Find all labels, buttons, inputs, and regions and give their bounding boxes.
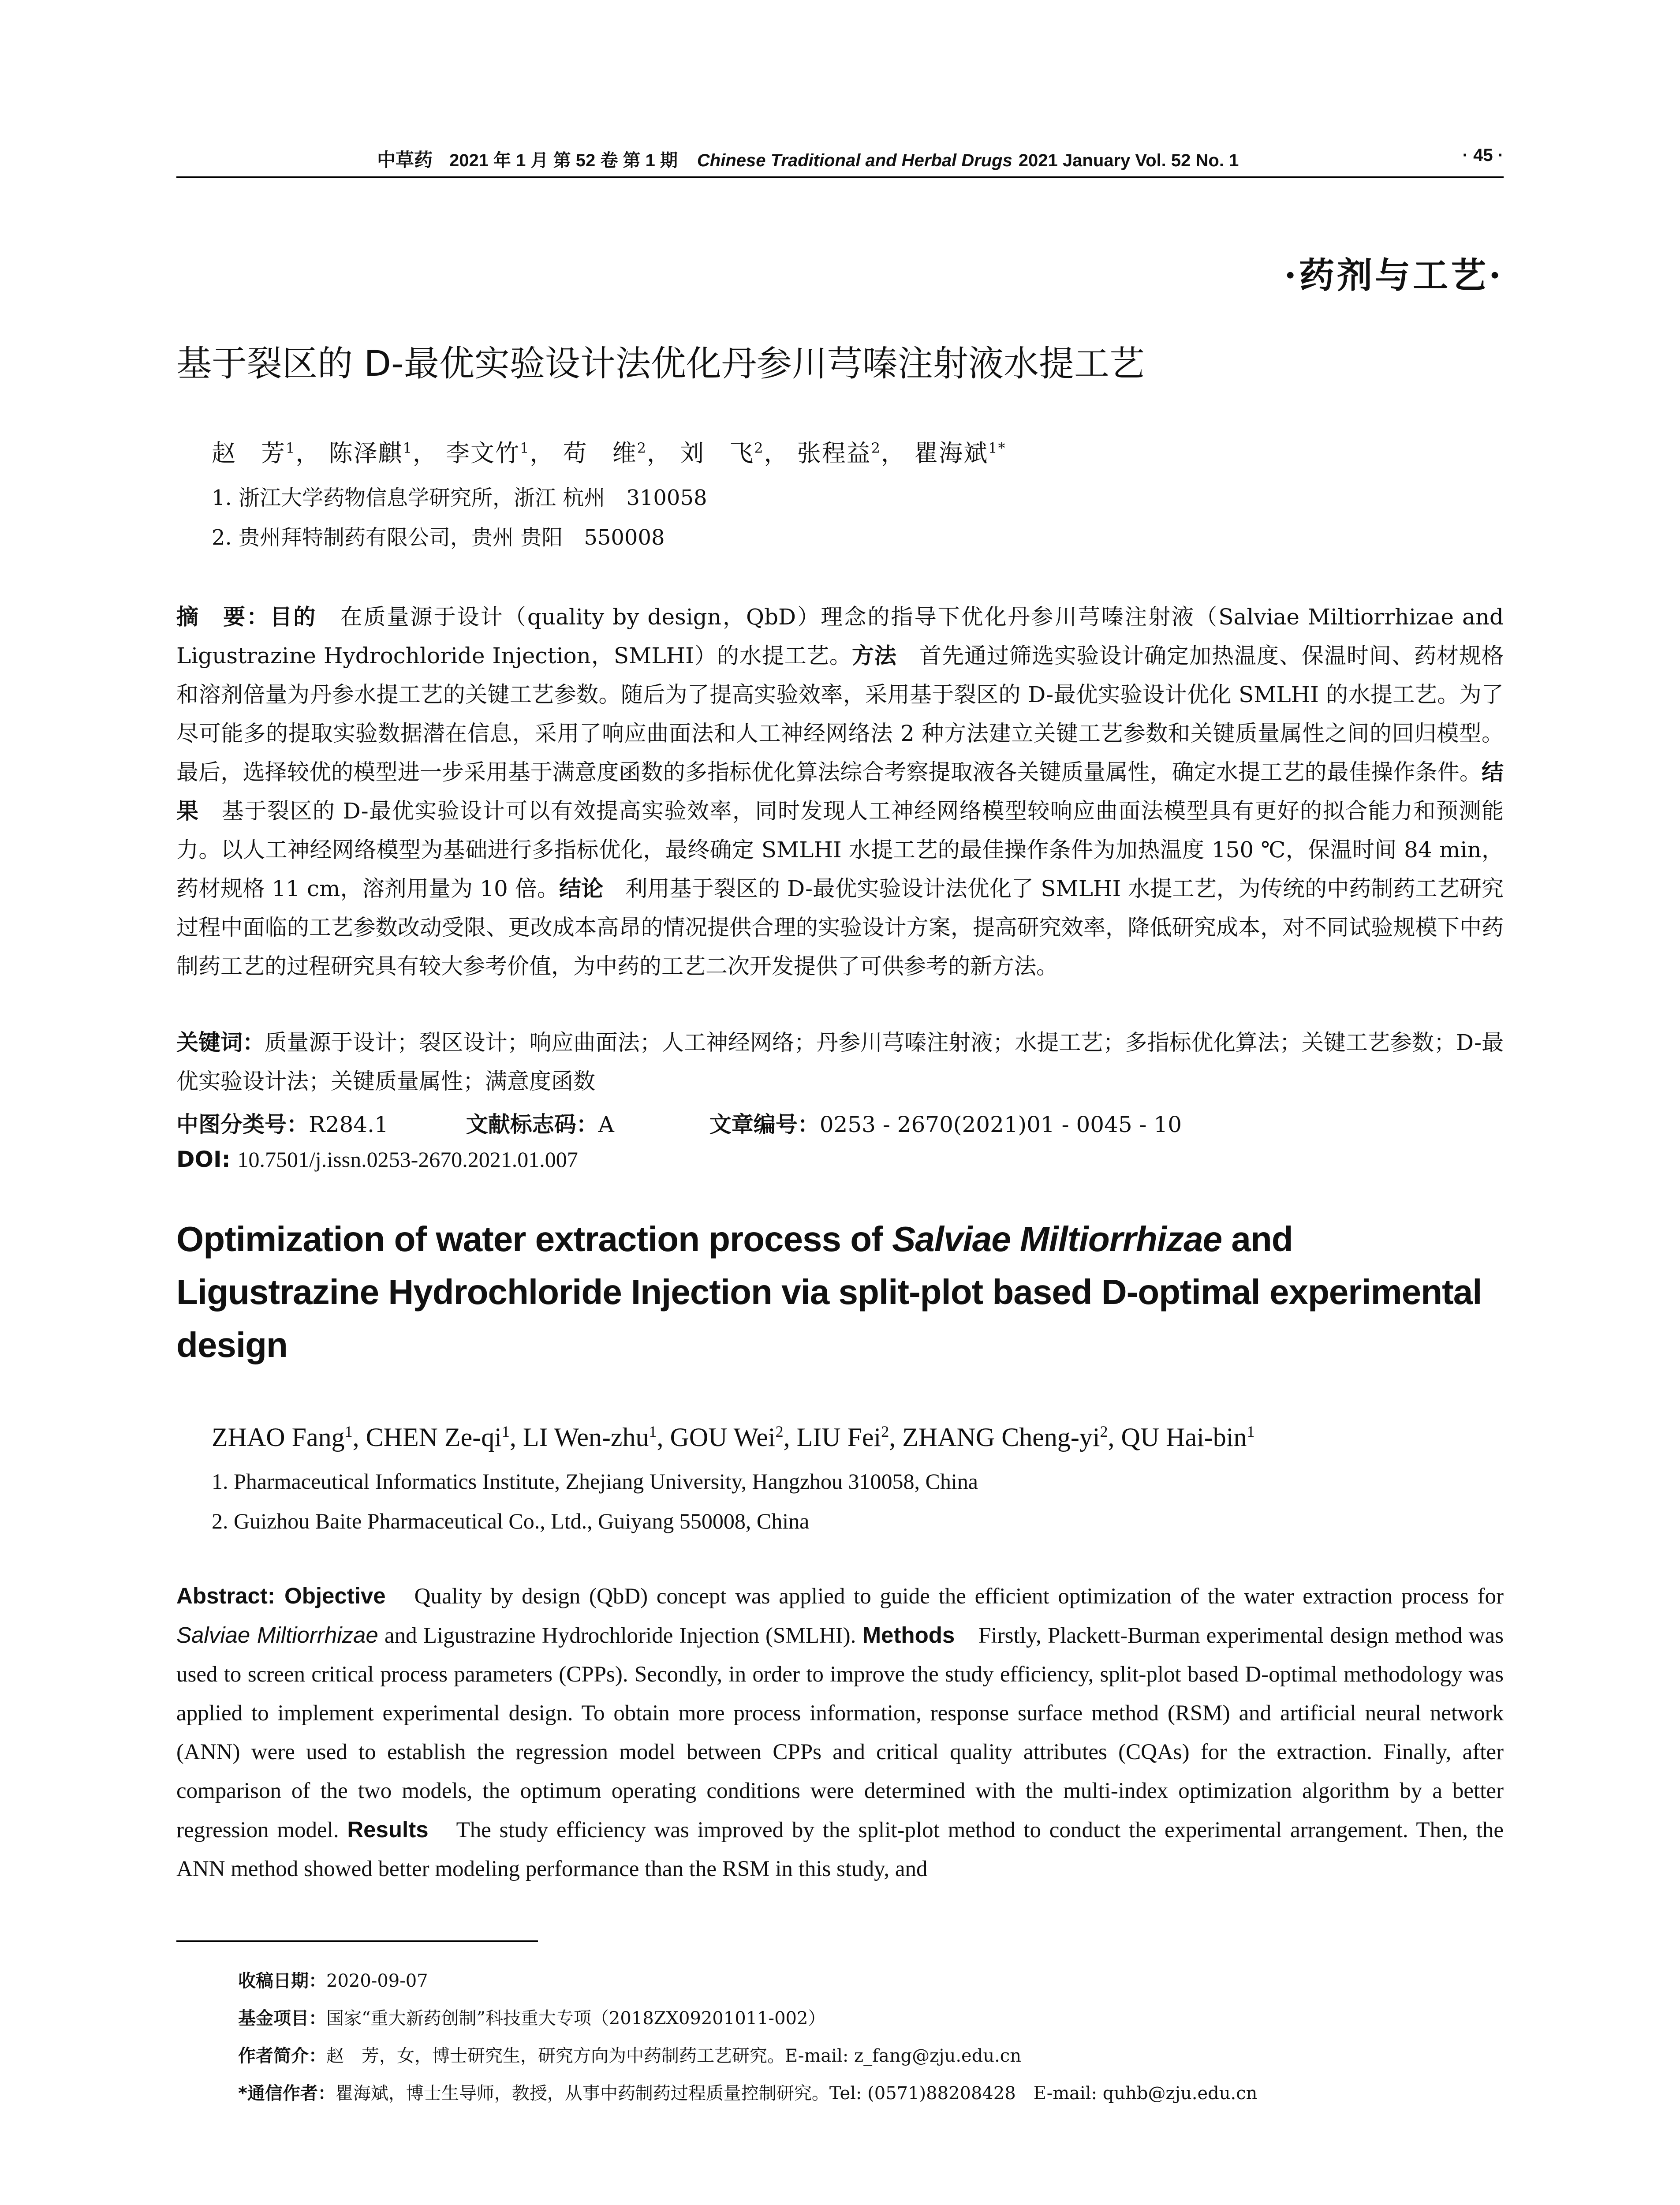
running-header	[176, 146, 1504, 172]
author-affil-mark: 1	[1247, 1423, 1255, 1440]
issue-date-en: 2021 January Vol. 52 No. 1	[1018, 151, 1239, 170]
footnote-label: 基金项目：	[238, 2008, 326, 2029]
author-affil-mark: 1*	[988, 440, 1006, 456]
author-en: LI Wen-zhu	[523, 1423, 649, 1452]
title-en-part: and Ligustrazine Hydrochloride Injection via split-plot based D-optimal experimental design	[176, 1219, 1482, 1364]
article-no-label: 文章编号：	[709, 1112, 820, 1137]
results-text-en: The study efficiency was improved by the split-plot method to conduct the experimental arrangement. Then, the ANN method showed better modeling performance than the RSM in this study, and	[176, 1818, 1504, 1881]
abstract-en	[176, 1577, 1504, 1888]
footnote-received	[238, 1967, 428, 1992]
objective-text-cn: 在质量源于设计（quality by design，QbD）理念的指导下优化丹参川芎嗪注射液（Salviae Miltiorrhizae and Ligustrazine Hydrochloride Injection，SMLHI）的水提工艺。	[176, 604, 1504, 669]
author-affil-mark: 1	[286, 440, 296, 456]
author-cn: 李文竹	[446, 439, 520, 467]
objective-text-en: Quality by design (QbD) concept was applied to guide the efficient optimization of the water extraction process for	[385, 1584, 1504, 1609]
doi-label: DOI:	[176, 1147, 231, 1172]
author-cn: 赵 芳	[212, 439, 286, 467]
title-en-italic: Salviae Miltiorrhizae	[892, 1219, 1222, 1259]
author-affil-mark: 2	[637, 440, 647, 456]
footnote-text: 瞿海斌，博士生导师，教授，从事中药制药过程质量控制研究。Tel: (0571)88208428 E-mail: quhb@zju.edu.cn	[335, 2083, 1258, 2104]
clc-label: 中图分类号：	[176, 1112, 309, 1137]
author-affil-mark: 1	[403, 440, 413, 456]
issue-date-cn: 2021 年 1 月 第 52 卷 第 1 期	[449, 151, 678, 170]
footnote-text: 2020-09-07	[326, 1971, 428, 1991]
methods-text-en: Firstly, Plackett-Burman experimental design method was used to screen critical process parameters (CPPs). Secondly, in order to improve the study efficiency, split-plot based D-optimal methodology was applied to implement experimental design. To obtain more process information, response surface method (RSM) and artificial neural network (ANN) were used to establish the regression model between CPPs and critical quality attributes (CQAs) for the extraction. Finally, after comparison of the two models, the optimum operating conditions were determined with the multi-index optimization algorithm by a better regression model.	[176, 1623, 1504, 1842]
footnote-rule	[176, 1940, 538, 1942]
author-affil-mark: 1	[649, 1423, 657, 1440]
clc-value: R284.1	[309, 1112, 388, 1137]
author-en: ZHAO Fang	[212, 1423, 345, 1452]
author-cn: 陈泽麒	[329, 439, 403, 467]
objective-tail-en: and Ligustrazine Hydrochloride Injection (SMLHI).	[378, 1623, 862, 1648]
abstract-en-label: Abstract:	[176, 1583, 285, 1608]
footnote-label: 作者简介：	[238, 2046, 326, 2066]
author-cn: 苟 维	[563, 439, 637, 467]
journal-name-cn: 中草药	[377, 149, 433, 171]
doi-value: 10.7501/j.issn.0253-2670.2021.01.007	[237, 1147, 578, 1172]
section-tag: ·药剂与工艺·	[1284, 254, 1504, 296]
footnote-label: *通信作者：	[238, 2083, 336, 2104]
footnote-label: 收稿日期：	[238, 1971, 326, 1991]
objective-label-en: Objective	[284, 1583, 386, 1608]
authors-en: ZHAO Fang$^1$, CHEN $Ze-qi^1$, LI Wen-zhu$^1$, GOU Wei$^2$, LIU Fei$^2$, ZHANG Cheng-$yi^2$, QU Hai-bin$^1$	[212, 1423, 1255, 1452]
conclusion-label-cn: 结论	[559, 876, 604, 901]
title-en-part: Optimization of water extraction process of	[176, 1219, 892, 1259]
methods-label-cn: 方法	[851, 643, 897, 669]
page-number: · 45 ·	[1462, 146, 1504, 165]
methods-text-cn: 首先通过筛选实验设计确定加热温度、保温时间、药材规格和溶剂倍量为丹参水提工艺的关键工艺参数。随后为了提高实验效率，采用基于裂区的 D-最优实验设计优化 SMLHI 的水提工艺。为了尽可能多的提取实验数据潜在信息，采用了响应曲面法和人工神经网络法 2 种方法建立关键工艺参数和关键质量属性之间的回归模型。最后，选择较优的模型进一步采用基于满意度函数的多指标优化算法综合考察提取液各关键质量属性，确定水提工艺的最佳操作条件。	[176, 643, 1504, 785]
objective-italic-en: Salviae Miltiorrhizae	[176, 1622, 378, 1648]
author-affil-mark: 2	[775, 1423, 784, 1440]
keywords-label: 关键词：	[176, 1030, 265, 1055]
author-affil-mark: 2	[881, 1423, 889, 1440]
author-en: LIU Fei	[796, 1423, 881, 1452]
journal-name-en: Chinese Traditional and Herbal Drugs	[697, 151, 1012, 170]
author-affil-mark: 2	[1100, 1423, 1108, 1440]
objective-label-cn: 目的	[270, 604, 317, 630]
footnote-text: 赵 芳，女，博士研究生，研究方向为中药制药工艺研究。E-mail: z_fang@zju.edu.cn	[326, 2046, 1021, 2066]
doc-code-value: A	[598, 1112, 614, 1137]
footnote-author-bio	[238, 2042, 1021, 2067]
title-cn: 基于裂区的 D-最优实验设计法优化丹参川芎嗪注射液水提工艺	[176, 343, 1145, 384]
author-cn: 刘 飞	[680, 439, 754, 467]
author-en: QU Hai-bin	[1121, 1423, 1247, 1452]
doc-code-label: 文献标志码：	[466, 1112, 598, 1137]
keywords-text: 质量源于设计；裂区设计；响应曲面法；人工神经网络；丹参川芎嗪注射液；水提工艺；多指标优化算法；关键工艺参数；D-最优实验设计法；关键质量属性；满意度函数	[176, 1030, 1504, 1094]
header-rule	[176, 176, 1504, 178]
author-en: ZHANG Cheng-yi	[902, 1423, 1100, 1452]
footnote-funding	[238, 2004, 825, 2029]
affiliation-cn-2: 2. 贵州拜特制药有限公司，贵州 贵阳 550008	[212, 525, 665, 550]
title-en	[176, 1213, 1504, 1372]
author-affil-mark: 2	[871, 440, 881, 456]
author-affil-mark: 1	[344, 1423, 353, 1440]
footnote-correspondence	[238, 2079, 1257, 2104]
abstract-cn	[176, 598, 1504, 986]
authors-cn: 赵 芳$^1$， 陈泽麒$^1$， 李文竹$^1$， 苟 维$^2$， 刘 飞$^2$， 张程益$^2$， 瞿海斌$^{1*}$	[212, 439, 1006, 467]
methods-label-en: Methods	[862, 1622, 955, 1648]
abstract-cn-label: 摘 要：	[176, 604, 270, 630]
results-label-en: Results	[347, 1817, 429, 1842]
affiliation-en-1: 1. Pharmaceutical Informatics Institute, Zhejiang University, Hangzhou 310058, China	[212, 1469, 978, 1494]
conclusion-text-cn: 利用基于裂区的 D-最优实验设计法优化了 SMLHI 水提工艺，为传统的中药制药工艺研究过程中面临的工艺参数改动受限、更改成本高昂的情况提供合理的实验设计方案，提高研究效率，降低研究成本，对不同试验规模下中药制药工艺的过程研究具有较大参考价值，为中药的工艺二次开发提供了可供参考的新方法。	[176, 876, 1504, 979]
affiliation-cn-1: 1. 浙江大学药物信息学研究所，浙江 杭州 310058	[212, 486, 707, 510]
author-cn: 瞿海斌	[914, 439, 989, 467]
article-no-value: 0253 - 2670(2021)01 - 0045 - 10	[819, 1112, 1182, 1137]
affiliation-en-2: 2. Guizhou Baite Pharmaceutical Co., Ltd., Guiyang 550008, China	[212, 1509, 810, 1533]
classification-line	[176, 1107, 1504, 1139]
author-cn: 张程益	[797, 439, 871, 467]
footnote-text: 国家“重大新药创制”科技重大专项（2018ZX09201011-002）	[326, 2008, 826, 2029]
author-en: GOU Wei	[670, 1423, 776, 1452]
results-text-cn: 基于裂区的 D-最优实验设计可以有效提高实验效率，同时发现人工神经网络模型较响应曲面法模型具有更好的拟合能力和预测能力。以人工神经网络模型为基础进行多指标优化，最终确定 SMLHI 水提工艺的最佳操作条件为加热温度 150 ℃，保温时间 84 min，药材规格 11 cm，溶剂用量为 10 倍。	[176, 798, 1504, 901]
author-en: CHEN Ze-qi	[366, 1423, 502, 1452]
keywords-cn	[176, 1023, 1504, 1101]
author-affil-mark: 1	[501, 1423, 510, 1440]
doi-line	[176, 1147, 578, 1172]
results-label-cn: 结果	[176, 759, 1504, 824]
author-affil-mark: 2	[754, 440, 764, 456]
author-affil-mark: 1	[520, 440, 530, 456]
